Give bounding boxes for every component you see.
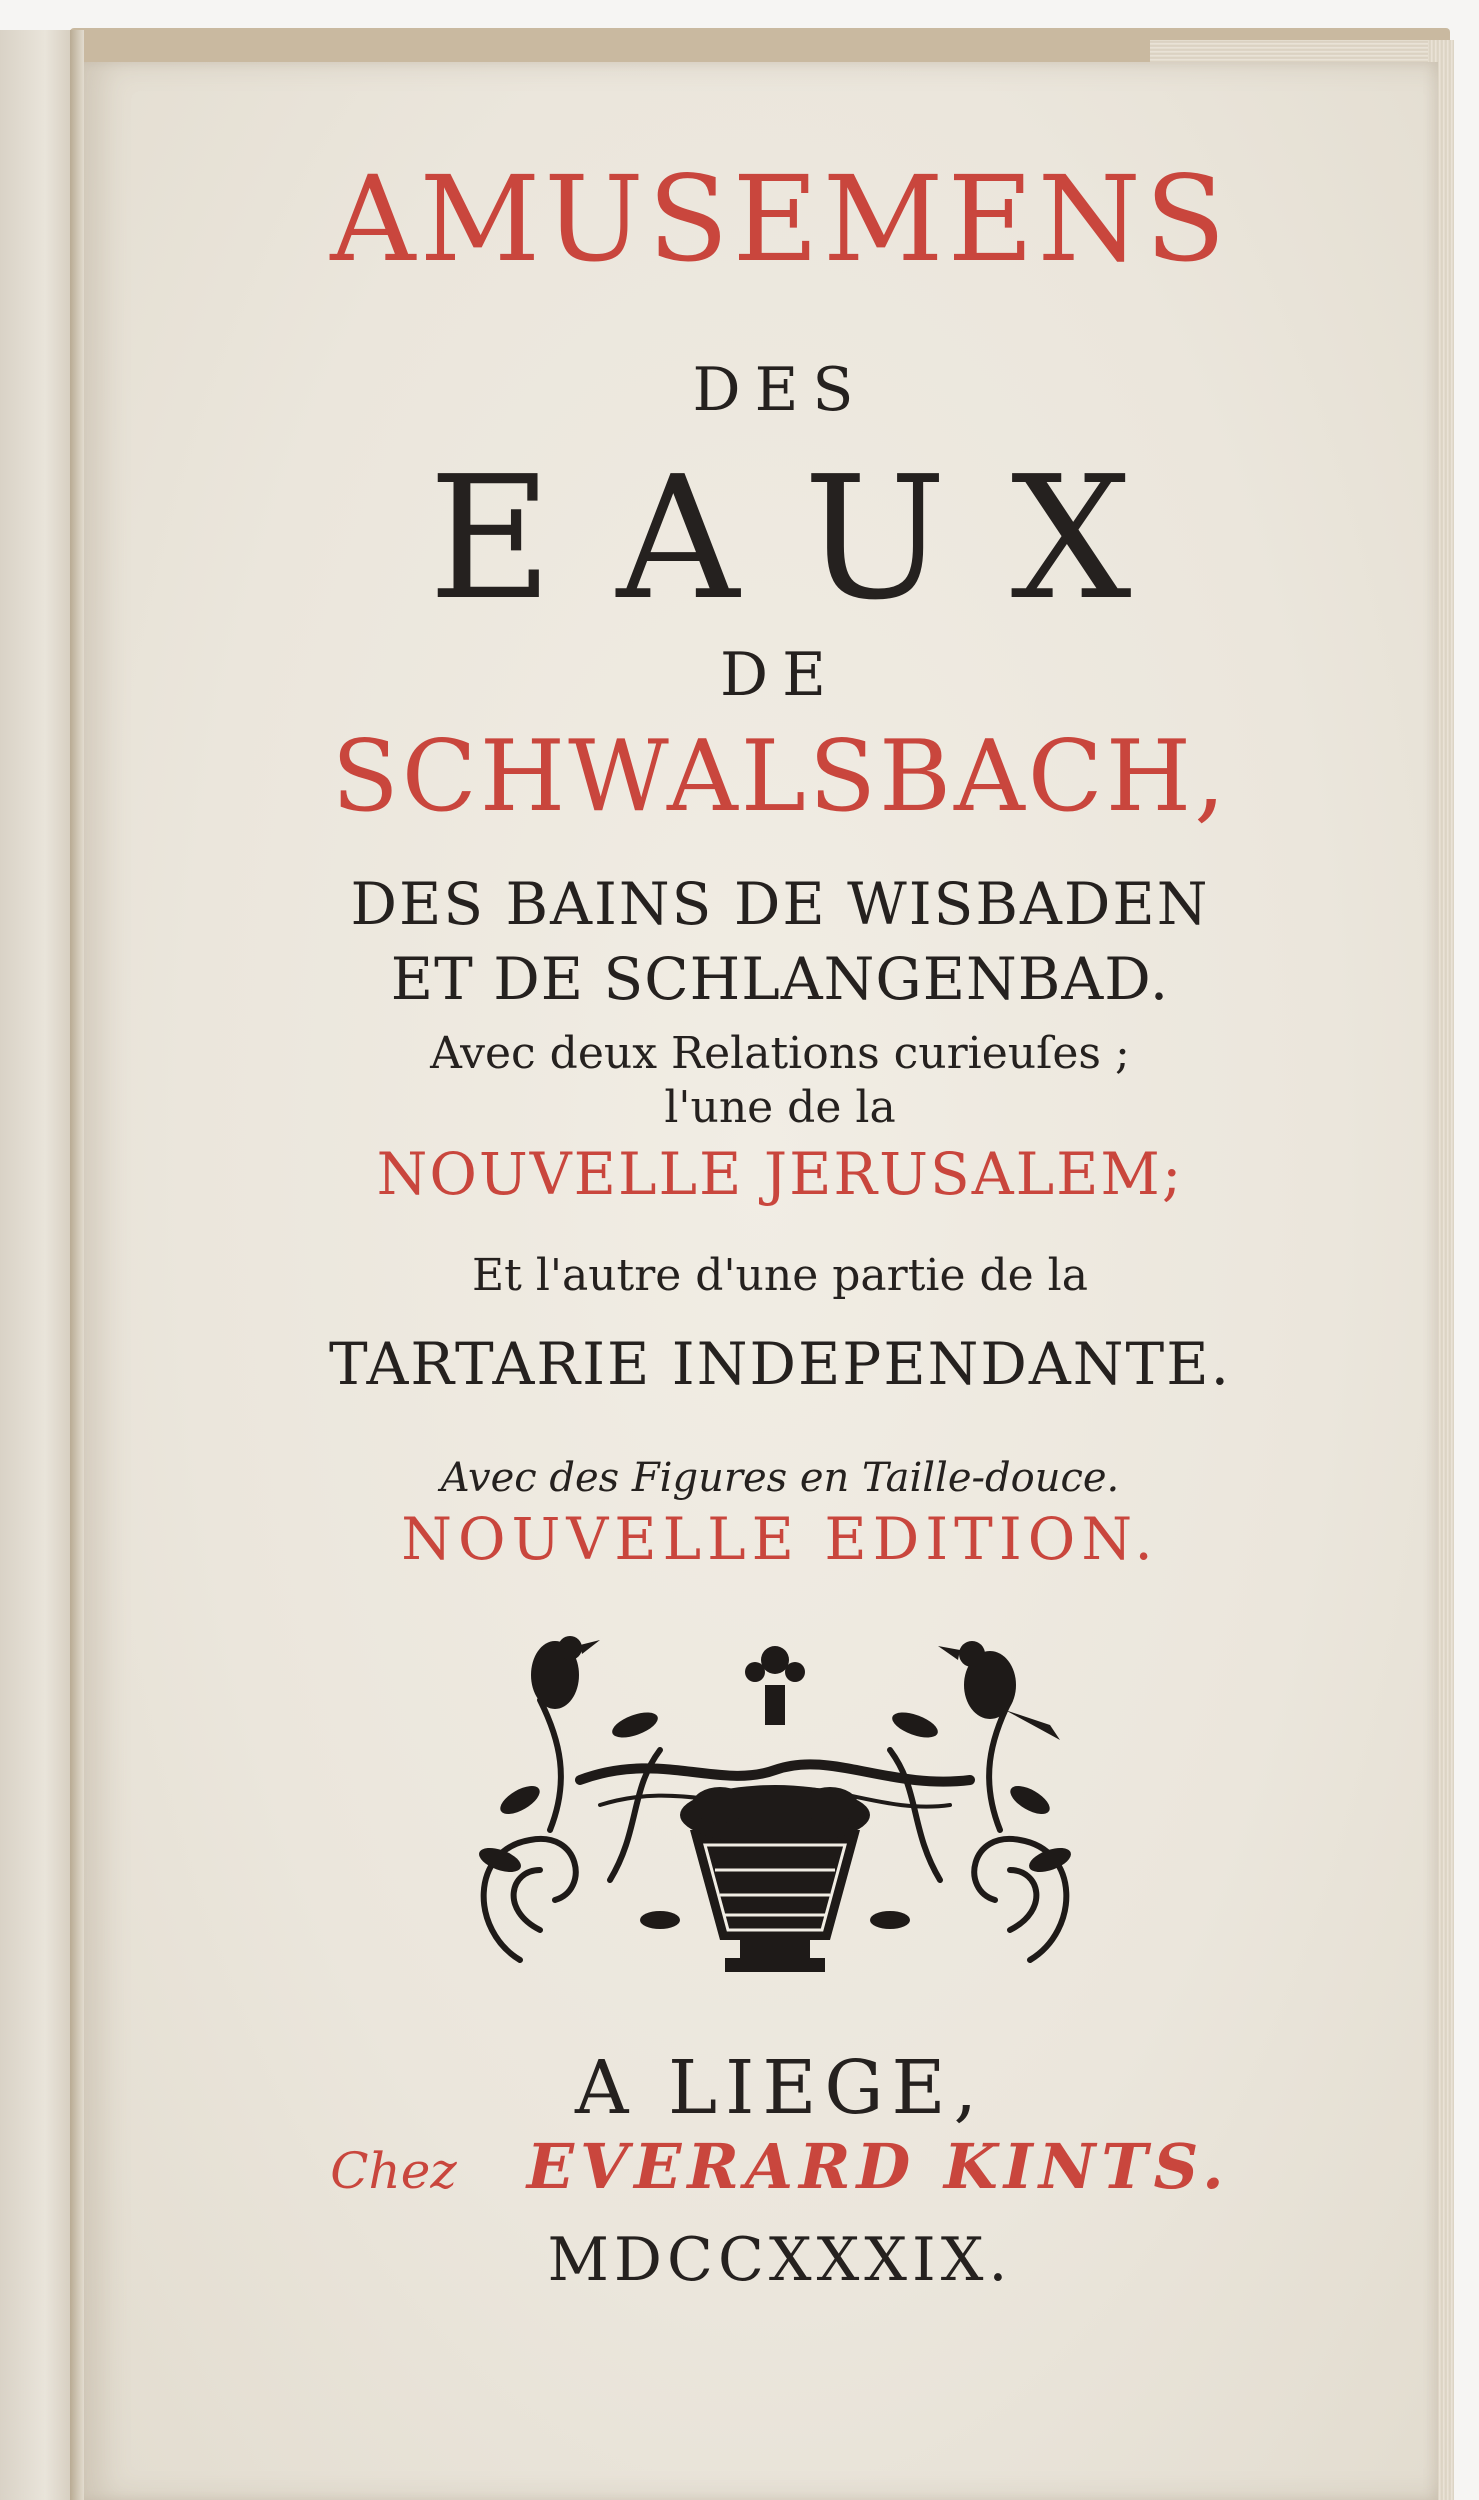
imprint-chez: Chez <box>330 2142 457 2200</box>
edition-note: NOUVELLE EDITION. <box>401 1505 1159 1573</box>
subtitle-relations: Avec deux Relations curieuſes ; <box>430 1028 1130 1079</box>
title-text-block <box>150 0 1410 2500</box>
title-eaux: E A U X <box>428 440 1132 638</box>
subtitle-bains: DES BAINS DE WISBADEN <box>350 870 1210 938</box>
subtitle-autre: Et l'autre d'une partie de la <box>472 1250 1088 1301</box>
title-de: DE <box>720 640 840 710</box>
woodcut-ornament-icon <box>460 1630 1090 2000</box>
subtitle-tartarie: TARTARIE INDEPENDANTE. <box>328 1330 1232 1398</box>
title-des: DES <box>692 355 868 425</box>
subtitle-lune: l'une de la <box>664 1082 896 1133</box>
subtitle-jerusalem: NOUVELLE JERUSALEM; <box>376 1140 1184 1208</box>
title-schwalsbach: SCHWALSBACH, <box>331 720 1229 834</box>
spine-edge <box>70 30 84 2500</box>
imprint-printer-line <box>150 2130 1410 2203</box>
subtitle-schlangenbad: ET DE SCHLANGENBAD. <box>390 945 1170 1013</box>
title-amusemens: AMUSEMENS <box>330 150 1230 288</box>
imprint-printer: EVERARD KINTS. <box>526 2130 1230 2203</box>
imprint-year: MDCCXXXIX. <box>547 2225 1013 2295</box>
imprint-place: A LIEGE, <box>574 2045 985 2131</box>
subtitle-figures: Avec des Figures en Taille-douce. <box>440 1455 1120 1501</box>
